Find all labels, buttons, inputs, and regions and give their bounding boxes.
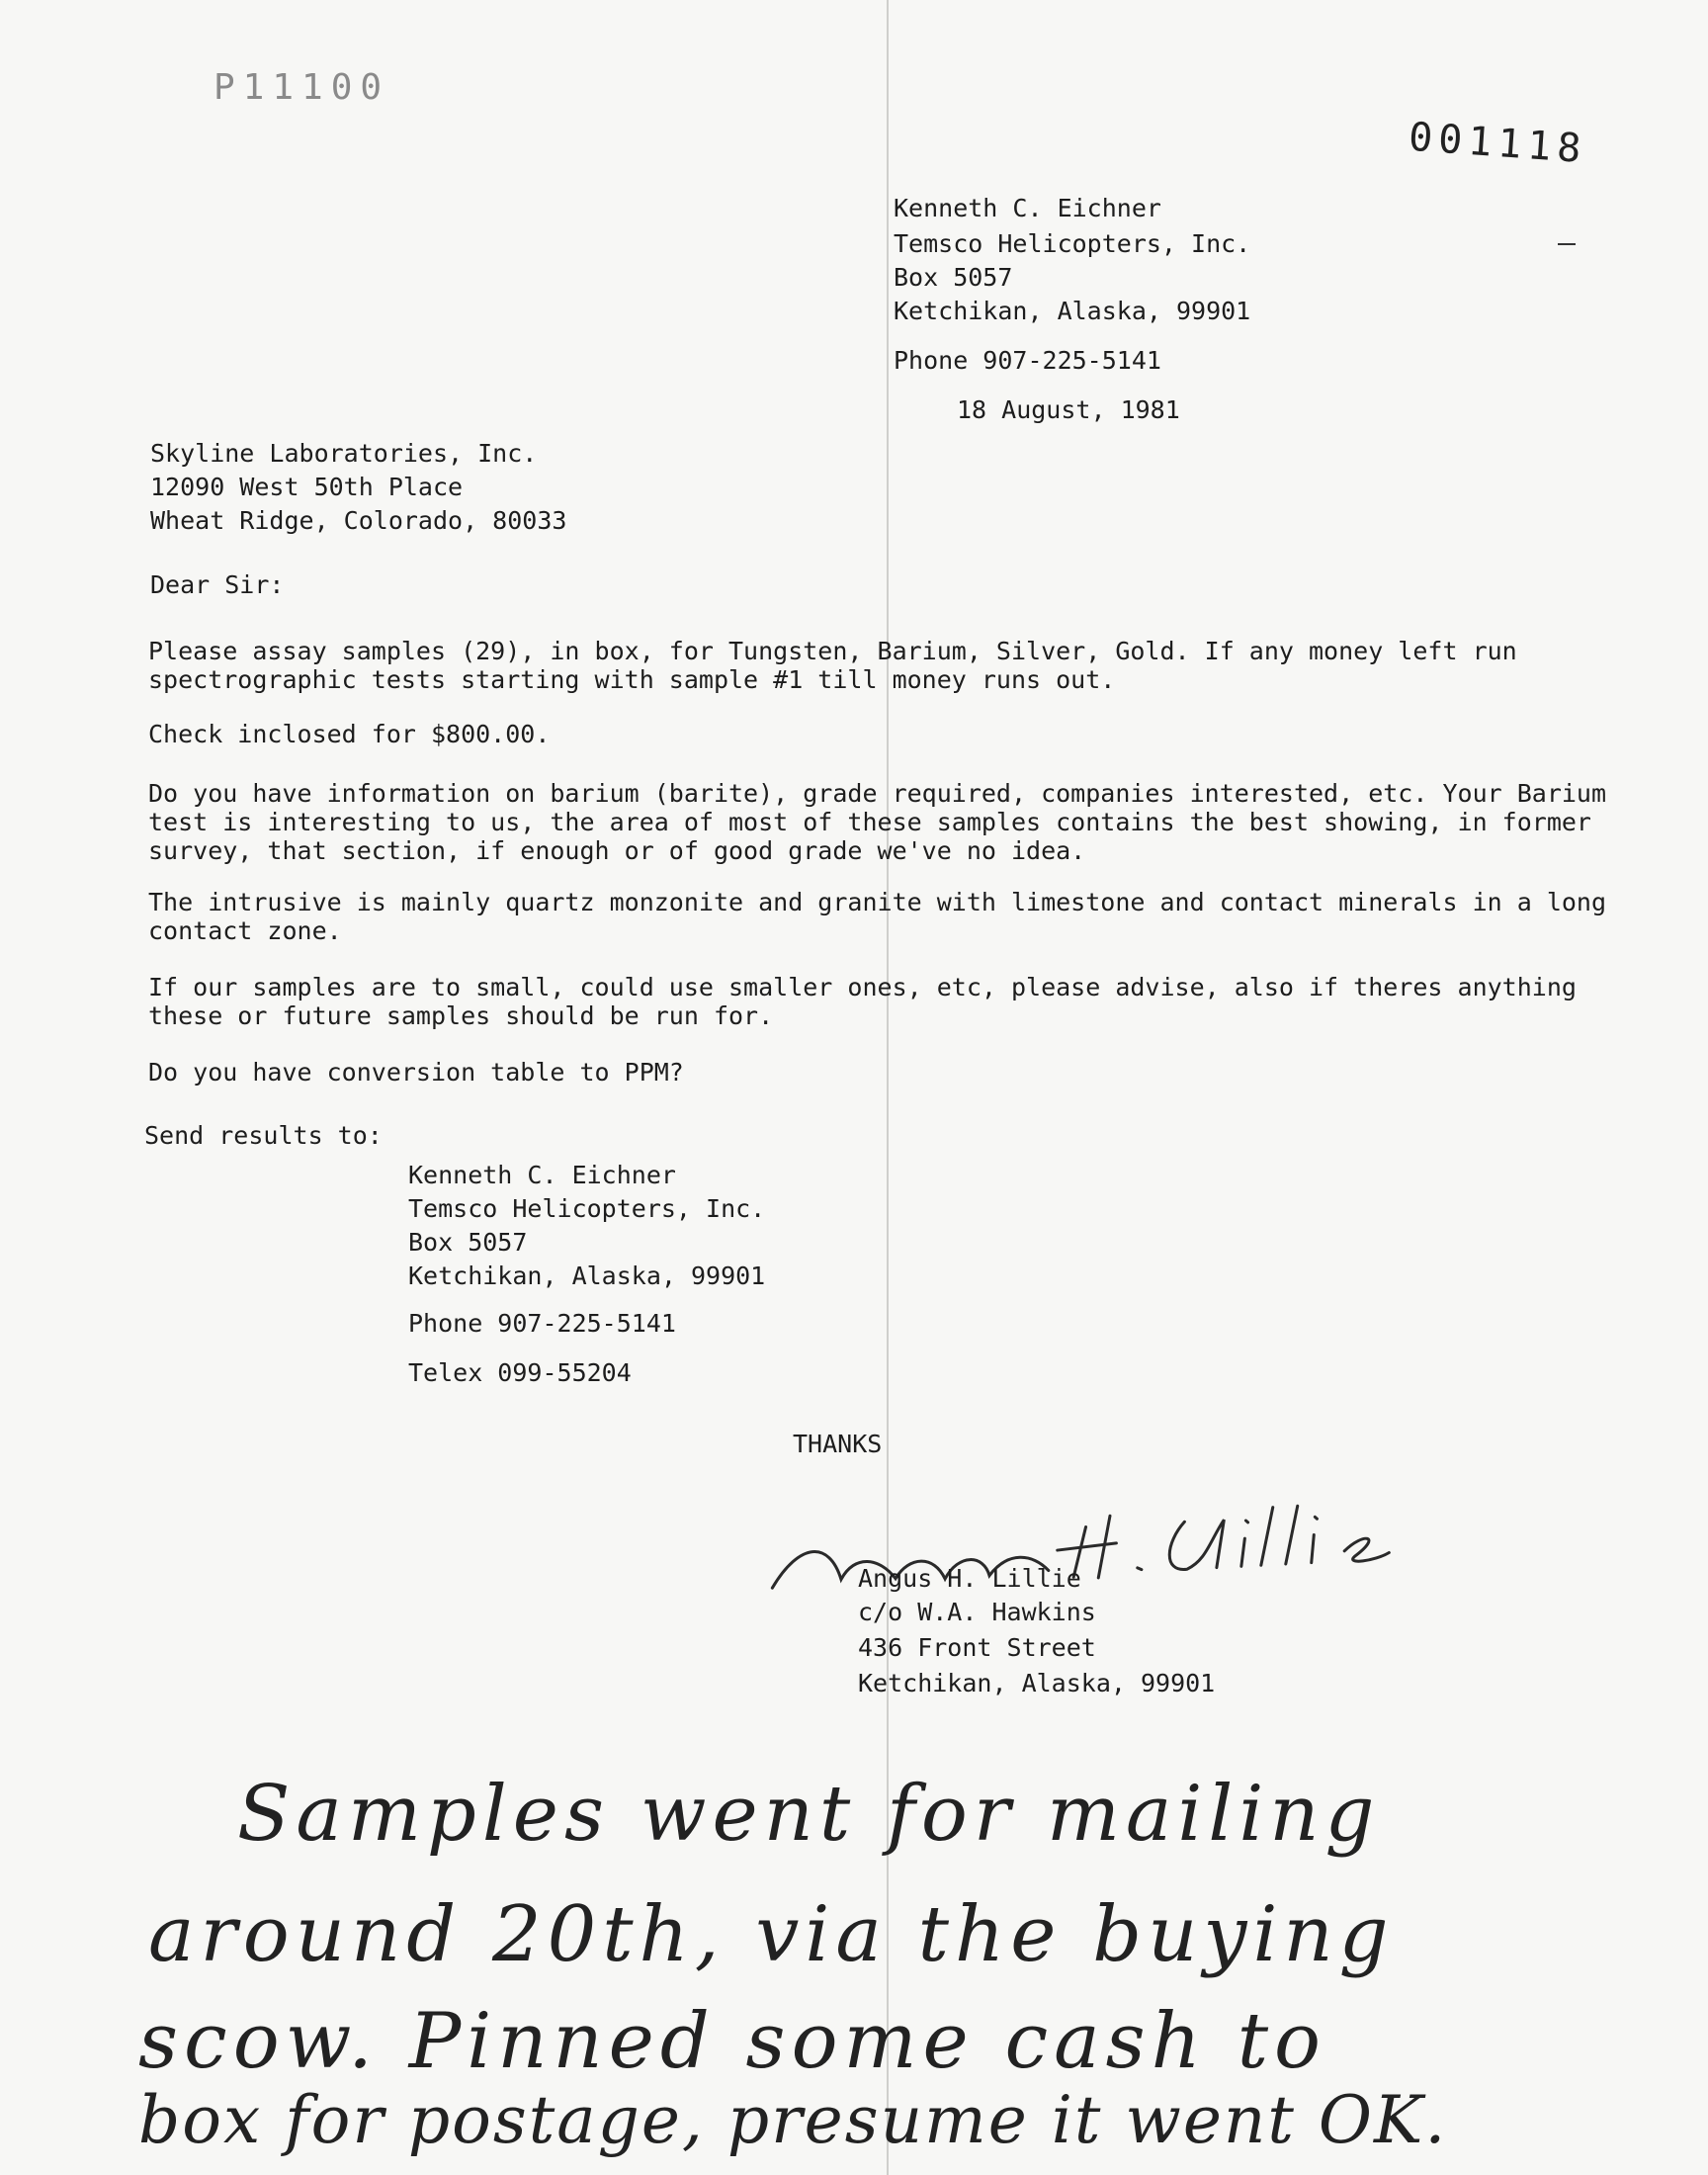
results-name: Kenneth C. Eichner: [408, 1161, 676, 1189]
faded-stamp-number: P11100: [214, 67, 390, 108]
signer-street: 436 Front Street: [858, 1633, 1096, 1662]
results-city: Ketchikan, Alaska, 99901: [408, 1262, 766, 1290]
sender-city: Ketchikan, Alaska, 99901: [894, 297, 1251, 325]
recipient-street: 12090 West 50th Place: [150, 473, 464, 501]
body-paragraph: Do you have information on barium (barite), grade required, companies interested, etc. Your Barium test is interesting to us, the area of most of these samples contains the best showing, in former survey, that section, if enough or of good grade we've no idea.: [148, 779, 1607, 865]
results-company: Temsco Helicopters, Inc.: [408, 1194, 766, 1223]
results-phone: Phone 907-225-5141: [408, 1309, 676, 1338]
body-paragraph: Do you have conversion table to PPM?: [148, 1058, 684, 1087]
body-paragraph: Please assay samples (29), in box, for Tungsten, Barium, Silver, Gold. If any money left run spectrographic tests starting with sample #1 till money runs out.: [148, 637, 1517, 694]
sender-box: Box 5057: [894, 263, 1013, 292]
signer-care-of: c/o W.A. Hawkins: [858, 1598, 1096, 1626]
letter-date: 18 August, 1981: [957, 395, 1180, 424]
salutation: Dear Sir:: [150, 570, 285, 599]
margin-mark: [1558, 243, 1576, 245]
document-number-stamp: 001118: [1407, 114, 1588, 173]
recipient-city: Wheat Ridge, Colorado, 80033: [150, 506, 567, 535]
handwritten-note-line: scow. Pinned some cash to: [138, 1997, 1327, 2086]
thanks-line: THANKS: [793, 1430, 883, 1458]
handwritten-note-line: around 20th, via the buying: [148, 1890, 1395, 1979]
results-box: Box 5057: [408, 1228, 528, 1257]
signer-city: Ketchikan, Alaska, 99901: [858, 1669, 1216, 1697]
signer-name: Angus H. Lillie: [858, 1564, 1081, 1593]
body-paragraph: Check inclosed for $800.00.: [148, 720, 551, 748]
results-telex: Telex 099-55204: [408, 1358, 632, 1387]
send-results-label: Send results to:: [144, 1121, 383, 1150]
recipient-name: Skyline Laboratories, Inc.: [150, 439, 538, 468]
sender-company: Temsco Helicopters, Inc.: [894, 229, 1251, 258]
sender-phone: Phone 907-225-5141: [894, 346, 1161, 375]
handwritten-note-line: Samples went for mailing: [237, 1770, 1381, 1859]
body-paragraph: If our samples are to small, could use smaller ones, etc, please advise, also if theres anything these or future samples should be run for.: [148, 973, 1577, 1030]
handwritten-note-line: box for postage, presume it went OK.: [138, 2082, 1448, 2158]
sender-name: Kenneth C. Eichner: [894, 194, 1161, 222]
body-paragraph: The intrusive is mainly quartz monzonite and granite with limestone and contact minerals in a long contact zone.: [148, 888, 1607, 945]
